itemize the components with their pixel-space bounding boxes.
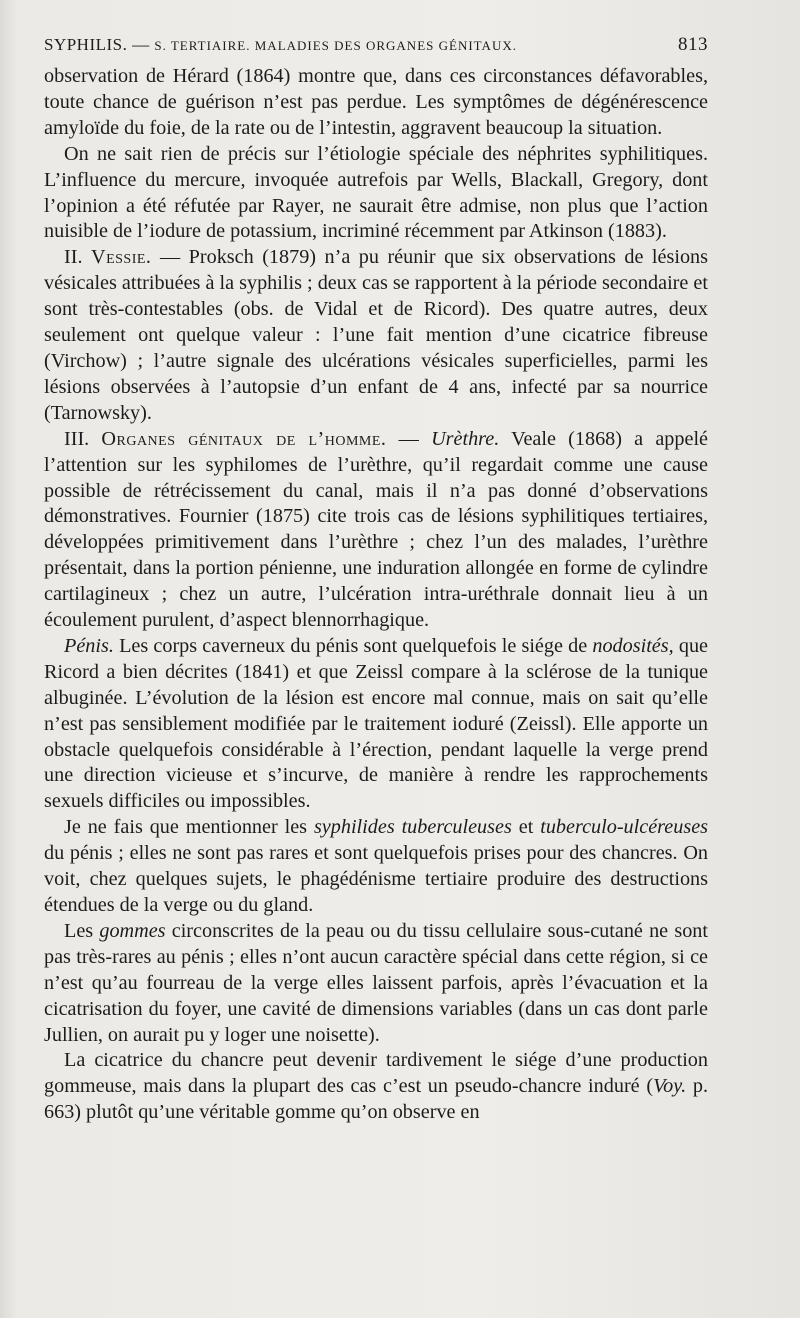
section-number-iii: III. xyxy=(64,427,90,450)
penis-text-2: que Ricord a bien décrites (1841) et que Zeissl compare à la sclérose de la tunique albuginée. L’évolution de la lésion est encore mal connue, mais on sait qu’elle n’est pas sensiblement modifiée par le traitement ioduré (Zeissl). Elle apporte un obstacle quelquefois considérable à l’érection, pendant laquelle la verge prend une direction vicieuse et s’incurve, de manière à rendre les rapprochements sexuels difficiles ou impossibles. xyxy=(44,634,708,813)
section-dash: — xyxy=(398,427,419,450)
term-gommes: gommes xyxy=(99,919,166,942)
paragraph-vessie-text: — Proksch (1879) n’a pu réunir que six observations de lésions vésicales attribuées à la syphilis ; deux cas se rapportent à la période secondaire et sont très-contestables (obs. de Vidal et de Ricord). Des quatre autres, deux seulement ont quelque valeur : l’une fait mention d’une cicatrice fibreuse (Virchow) ; l’autre signale des ulcérations vésicales superficielles, parmi les lésions observées à l’autopsie d’un enfant de 4 ans, infecté par sa nourrice (Tarnowsky). xyxy=(44,246,709,424)
paragraph-gommes xyxy=(44,919,708,1049)
paragraph-organes xyxy=(44,427,708,634)
body-text xyxy=(44,64,708,1126)
paragraph-urethre-text: Veale (1868) a appelé l’attention sur les syphilomes de l’urèthre, qu’il regardait comme une cause possible de rétrécissement du canal, mais il n’a pas donné d’observations démonstratives. Fournier (1875) cite trois cas de lésions syphilitiques tertiaires, développées primitivement dans l’urèthre ; chez l’un des malades, l’urèthre présentait, dans la portion pénienne, une induration allongée en forme de cylindre cartilagineux ; chez un autre, l’ulcération intra-uréthrale donnait lieu à un écoulement purulent, d’aspect blennorrhagique. xyxy=(44,427,709,632)
paragraph-2-text: On ne sait rien de précis sur l’étiologie spéciale des néphrites syphilitiques. L’influence du mercure, invoquée autrefois par Wells, Blackall, Gregory, dont l’opinion a été réfutée par Rayer, ne saurait être admise, non plus que l’action nuisible de l’iodure de potassium, incriminé récemment par Atkinson (1883). xyxy=(44,142,708,243)
gommes-text-2: circonscrites de la peau ou du tissu cellulaire sous-cutané ne sont pas très-rares au pénis ; elles n’ont aucun caractère spécial dans cette région, si ce n’est qu’au fourreau de la verge elles laissent parfois, après l’évacuation et la cicatrisation du foyer, une cavité de dimensions variables (dans un cas dont parle Jullien, on aurait pu y loger une noisette). xyxy=(44,919,708,1046)
header-dash: — xyxy=(132,35,150,54)
paragraph-syphilides xyxy=(44,815,708,919)
header-section: S. TERTIAIRE. MALADIES DES ORGANES GÉNITAUX. xyxy=(154,38,517,53)
paragraph-vessie xyxy=(44,245,708,426)
header-title: SYPHILIS. xyxy=(44,35,128,54)
page-number: 813 xyxy=(678,34,708,55)
syphilides-text-1: Je ne fais que mentionner les xyxy=(64,816,308,839)
section-heading-organes: Organes génitaux de l’homme. xyxy=(101,427,387,450)
gommes-text-1: Les xyxy=(64,919,94,942)
penis-text-1: Les corps caverneux du pénis sont quelquefois le siége de xyxy=(119,634,588,657)
subheading-penis: Pénis. xyxy=(64,634,114,657)
paragraph-cicatrice xyxy=(44,1048,708,1126)
term-tuberculo-ulcereuses: tuberculo-ulcéreuses xyxy=(540,816,709,839)
paragraph-1 xyxy=(44,64,708,142)
ref-voy: Voy. xyxy=(653,1075,687,1098)
syphilides-text-2: et xyxy=(518,816,534,839)
paragraph-penis xyxy=(44,634,708,815)
syphilides-text-3: du pénis ; elles ne sont pas rares et sont quelquefois prises pour des chancres. On voit, chez quelques sujets, le phagédénisme tertiaire produire des destructions étendues de la verge ou du gland. xyxy=(44,842,708,916)
cicatrice-text-2: p. 663) plutôt qu’une véritable gomme qu’on observe en xyxy=(44,1075,708,1124)
term-nodosites: nodosités, xyxy=(592,634,674,657)
paragraph-1-text: observation de Hérard (1864) montre que, dans ces circonstances défavorables, toute chance de guérison n’est pas perdue. Les symptômes de dégénérescence amyloïde du foie, de la rate ou de l’intestin, aggravent beaucoup la situation. xyxy=(44,65,708,139)
running-title xyxy=(44,35,517,55)
running-header xyxy=(44,34,708,56)
paragraph-2 xyxy=(44,142,708,246)
term-syphilides: syphilides tuberculeuses xyxy=(313,816,512,839)
section-heading-vessie: Vessie. xyxy=(91,246,152,269)
subheading-urethre: Urèthre. xyxy=(431,427,500,450)
section-number-ii: II. xyxy=(64,246,83,269)
cicatrice-text-1: La cicatrice du chancre peut devenir tardivement le siége d’une production gommeuse, mais dans la plupart des cas c’est un pseudo-chancre induré ( xyxy=(44,1049,708,1098)
